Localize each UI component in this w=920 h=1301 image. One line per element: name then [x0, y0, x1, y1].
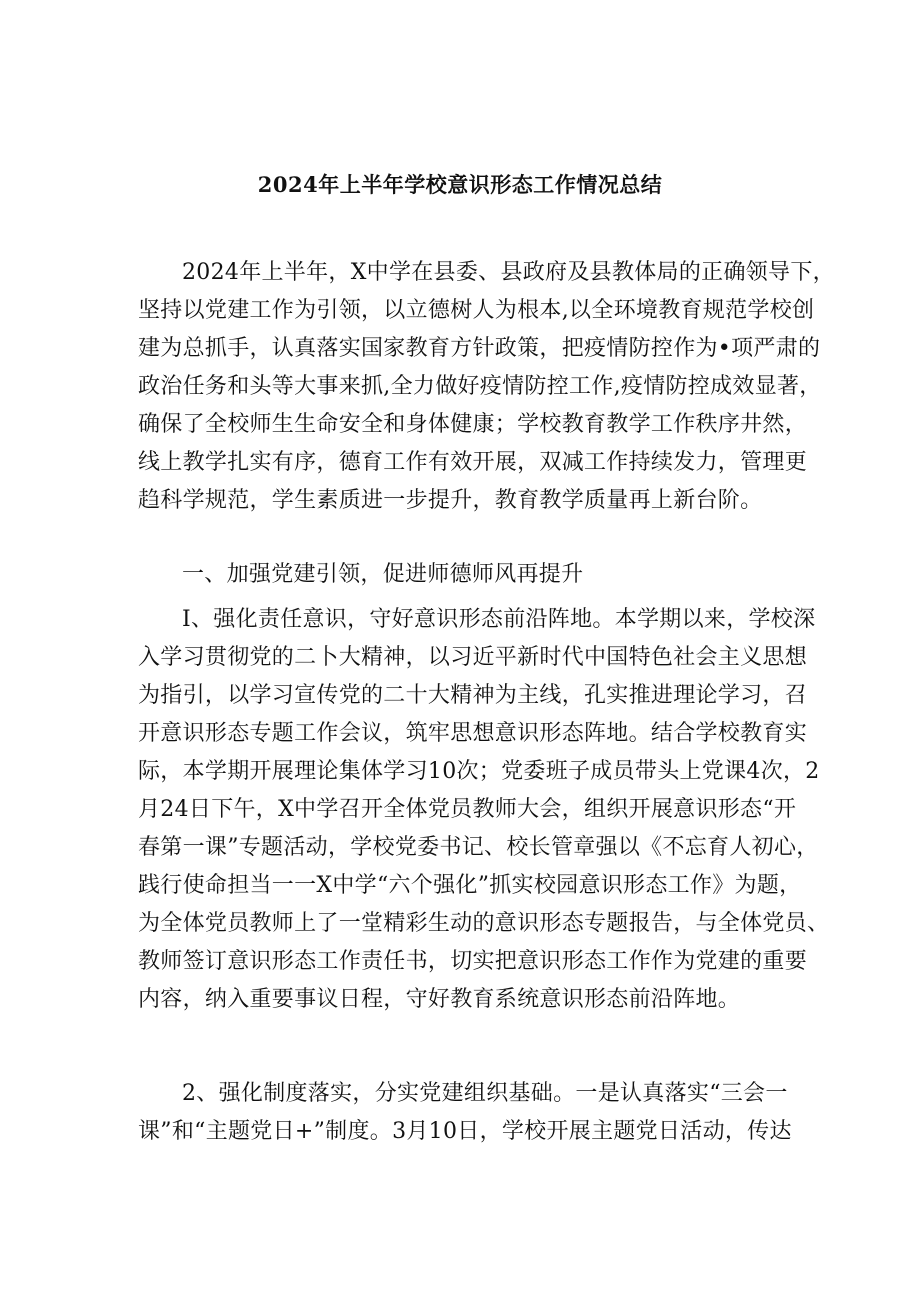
paragraph-responsibility	[138, 601, 830, 1019]
document-title: 2024年上半年学校意识形态工作情况总结	[257, 172, 663, 197]
paragraph-intro	[138, 254, 835, 520]
text-line: 2、强化制度落实，分实党建组织基础。一是认真落实“三会一	[182, 1081, 788, 1106]
section-heading	[138, 556, 798, 594]
text-line: I、强化责任意识，守好意识形态前沿阵地。本学期以来，学校深	[182, 607, 816, 632]
text-line: 确保了全校师生生命安全和身体健康；学校教育教学工作秩序井然，	[138, 412, 808, 437]
paragraph-system	[138, 1075, 798, 1151]
text-line: 开意识形态专题工作会议，筑牢思想意识形态阵地。结合学校教育实	[138, 721, 808, 746]
text-line: 政治任务和头等大事来抓,全力做好疫情防控工作,疫情防控成效显著，	[138, 374, 822, 399]
text-line: 课”和“主题党日+”制度。3月10日，学校开展主题党日活动，传达	[138, 1119, 792, 1144]
heading-text: 一、加强党建引领，促进师德师风再提升	[182, 562, 584, 587]
text-line: 教师签订意识形态工作责任书，切实把意识形态工作作为党建的重要	[138, 949, 808, 974]
text-line: 春第一课”专题活动，学校党委书记、校长管章强以《不忘育人初心，	[138, 835, 819, 860]
text-line: 坚持以党建工作为引领，以立德树人为根本,以全环境教育规范学校创	[138, 298, 815, 323]
text-line: 趋科学规范，学生素质进一步提升，教育教学质量再上新台阶。	[138, 488, 763, 513]
text-line: 为指引，以学习宣传党的二十大精神为主线，孔实推进理论学习，召	[138, 683, 808, 708]
text-line: 线上教学扎实有序，德育工作有效开展，双减工作持续发力，管理更	[138, 450, 808, 475]
text-line: 践行使命担当一一X中学“六个强化”抓实校园意识形态工作》为题，	[138, 873, 802, 898]
text-line: 入学习贯彻党的二卜大精神，以习近平新时代中国特色社会主义思想	[138, 645, 808, 670]
text-line: 为全体党员教师上了一堂精彩生动的意识形态专题报告，与全体党员、	[138, 911, 830, 936]
text-line: 建为总抓手，认真落实国家教育方针政策，把疫情防控作为•项严肃的	[138, 336, 821, 361]
text-line: 2024年上半年，X中学在县委、县政府及县教体局的正确领导下，	[182, 260, 835, 285]
text-line: 际，本学期开展理论集体学习10次；党委班子成员带头上党课4次，2	[138, 759, 820, 784]
text-line: 内容，纳入重要事议日程，守好教育系统意识形态前沿阵地。	[138, 987, 741, 1012]
text-line: 月24日下午，X中学召开全体党员教师大会，组织开展意识形态“开	[138, 797, 797, 822]
